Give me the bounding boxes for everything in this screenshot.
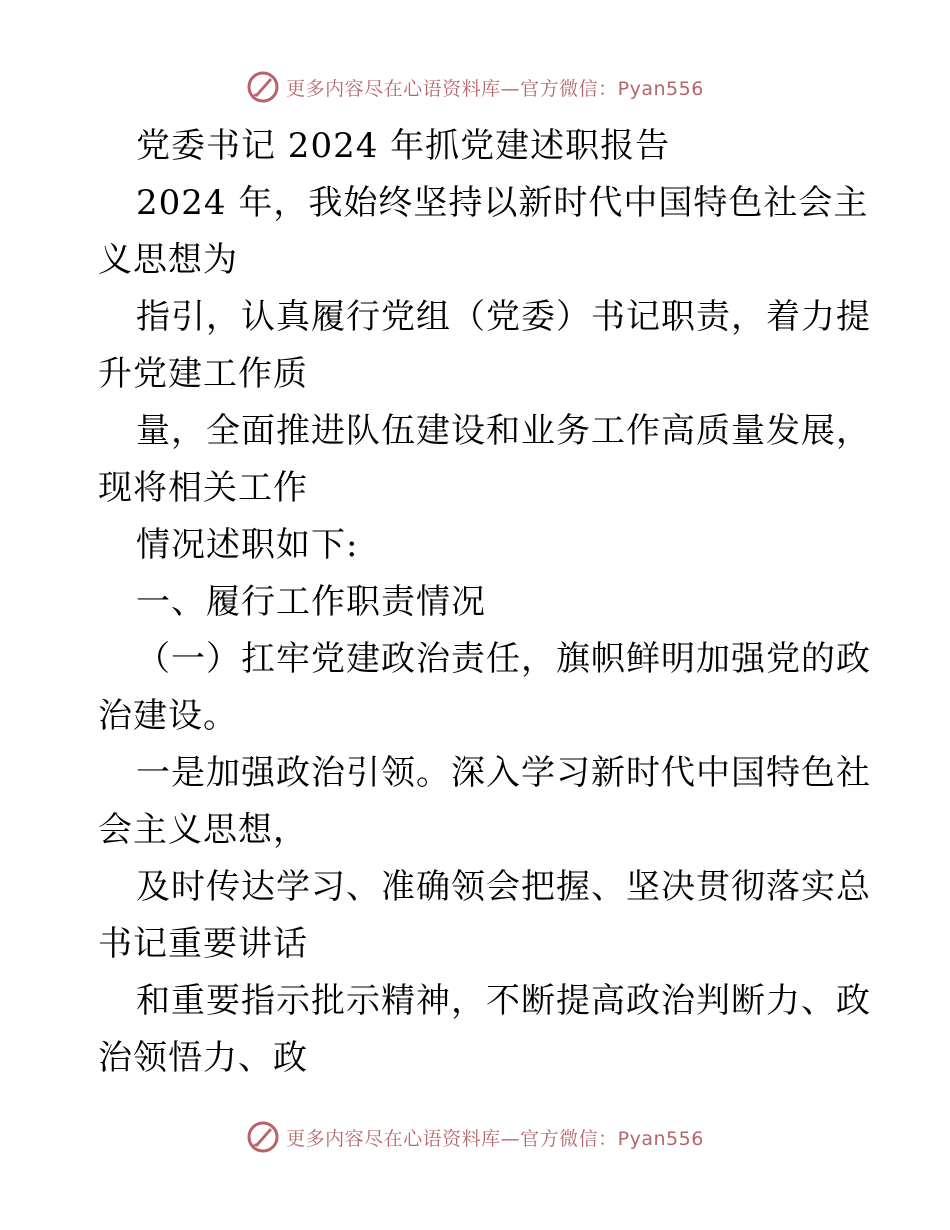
doc-line: 升党建工作质 [98,354,308,394]
doc-line: 一、履行工作职责情况 [136,582,486,622]
watermark-text: 更多内容尽在心语资料库—官方微信：Pyan556 [286,77,704,100]
doc-line: 现将相关工作 [98,468,308,508]
header-watermark-banner [0,70,950,104]
doc-line: 治领悟力、政 [98,1038,308,1078]
document-body [98,118,871,1087]
doc-line: 指引，认真履行党组（党委）书记职责，着力提 [136,297,871,337]
watermark-text: 更多内容尽在心语资料库—官方微信：Pyan556 [286,1127,704,1150]
footer-watermark-banner [0,1120,950,1154]
doc-line: 党委书记 2024 年抓党建述职报告 [136,126,671,166]
quill-logo-icon [246,70,280,104]
doc-line: 及时传达学习、准确领会把握、坚决贯彻落实总 [136,867,871,907]
doc-line: （一）扛牢党建政治责任，旗帜鲜明加强党的政 [136,639,871,679]
doc-line: 2024 年，我始终坚持以新时代中国特色社会主 [136,183,869,223]
doc-line: 书记重要讲话 [98,924,308,964]
doc-line: 义思想为 [98,240,238,280]
quill-logo-icon [246,1120,280,1154]
doc-line: 会主义思想， [98,810,308,850]
doc-line: 一是加强政治引领。深入学习新时代中国特色社 [136,753,871,793]
doc-line: 和重要指示批示精神，不断提高政治判断力、政 [136,981,871,1021]
doc-line: 情况述职如下: [136,525,359,565]
doc-line: 量，全面推进队伍建设和业务工作高质量发展， [136,411,871,451]
doc-line: 治建设。 [98,696,238,736]
